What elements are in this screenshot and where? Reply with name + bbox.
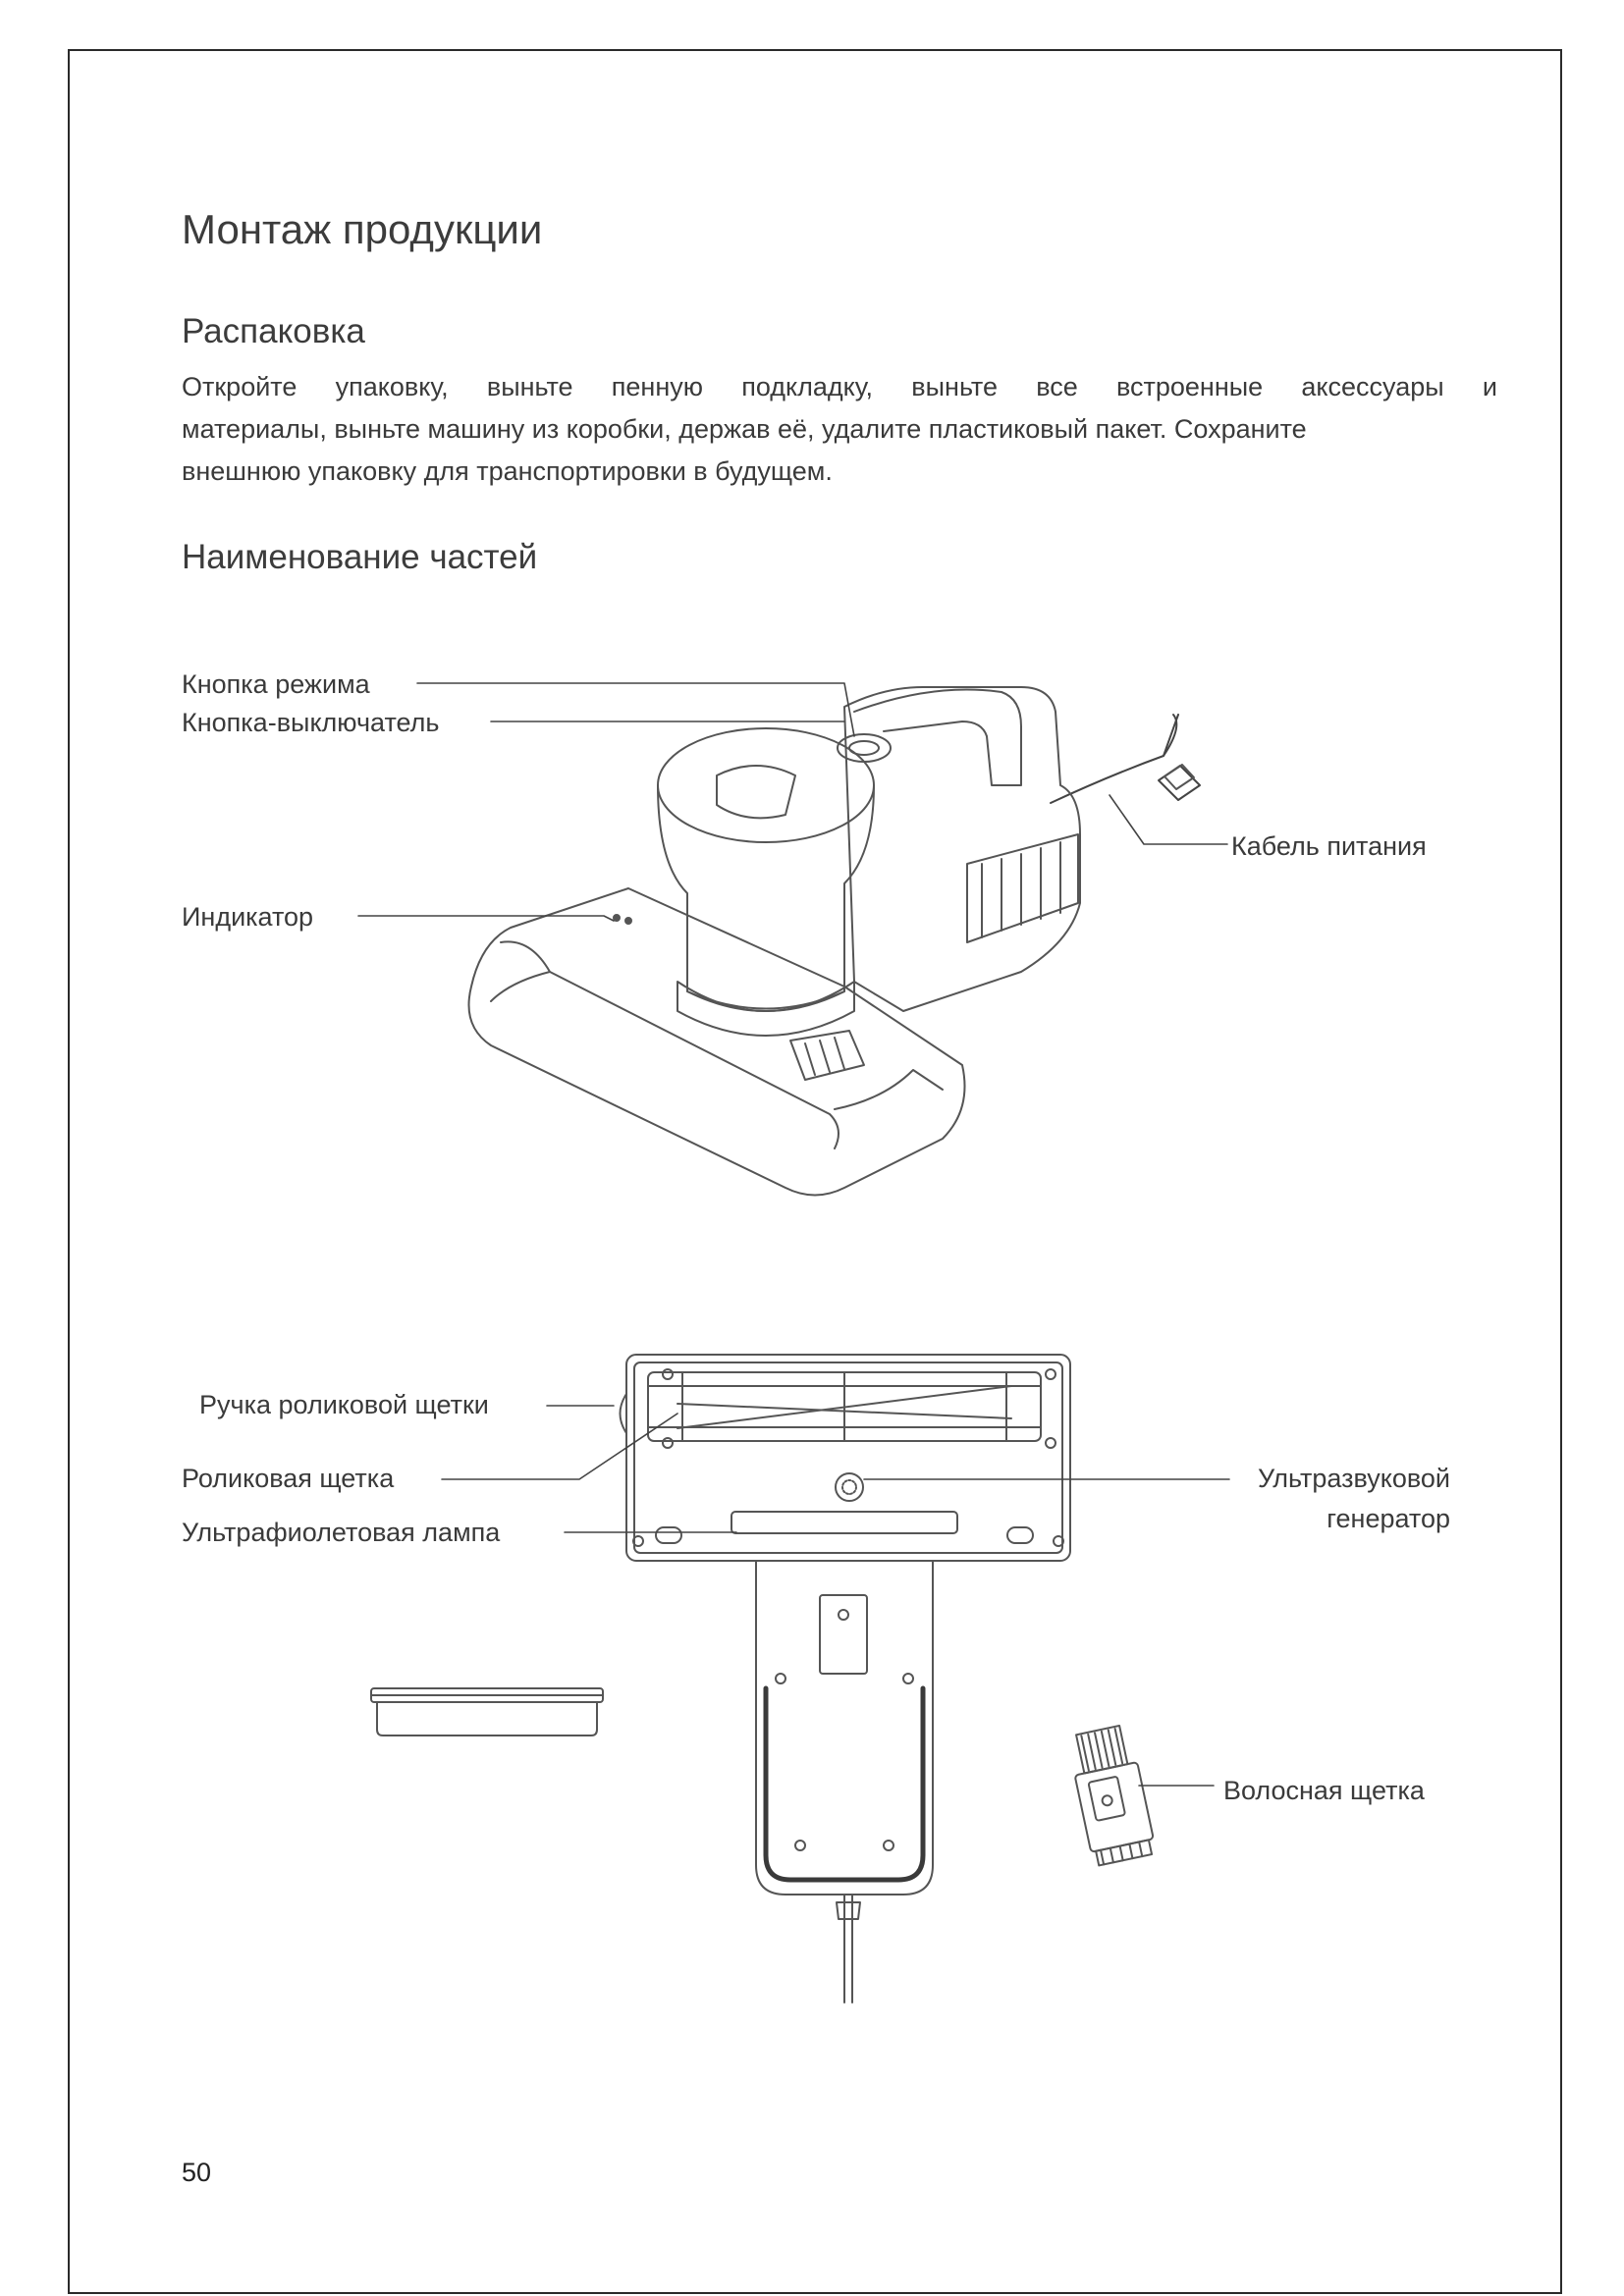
label-power-switch: Кнопка-выключатель [182, 708, 440, 737]
filter-illustration [371, 1688, 603, 1735]
label-line: генератор [1326, 1504, 1450, 1533]
page-title: Монтаж продукции [182, 206, 543, 252]
paragraph-line: внешнюю упаковку для транспортировки в будущем. [182, 456, 833, 486]
label-uv-lamp: Ультрафиолетовая лампа [182, 1518, 501, 1547]
vacuum-underside-illustration [621, 1355, 1071, 2002]
paragraph-line: материалы, выньте машину из коробки, держав её, удалите пластиковый пакет. Сохраните [182, 414, 1307, 444]
vacuum-perspective-illustration [469, 687, 1201, 1196]
section-heading-unpacking: Распаковка [182, 312, 365, 350]
label-indicator: Индикатор [182, 902, 314, 932]
section-heading-parts: Наименование частей [182, 538, 538, 576]
label-mode-button: Кнопка режима [182, 669, 370, 699]
hair-brush-illustration [1066, 1724, 1157, 1867]
label-power-cable: Кабель питания [1231, 831, 1427, 861]
label-line: Ультразвуковой [1257, 1464, 1450, 1493]
page-number: 50 [182, 2158, 212, 2187]
label-hair-brush: Волосная щетка [1223, 1776, 1425, 1805]
label-roller-brush-handle: Ручка роликовой щетки [199, 1390, 489, 1419]
label-roller-brush: Роликовая щетка [182, 1464, 395, 1493]
paragraph-line: Откройте упаковку, выньте пенную подкладку, выньте все встроенные аксессуары и [182, 372, 1497, 401]
